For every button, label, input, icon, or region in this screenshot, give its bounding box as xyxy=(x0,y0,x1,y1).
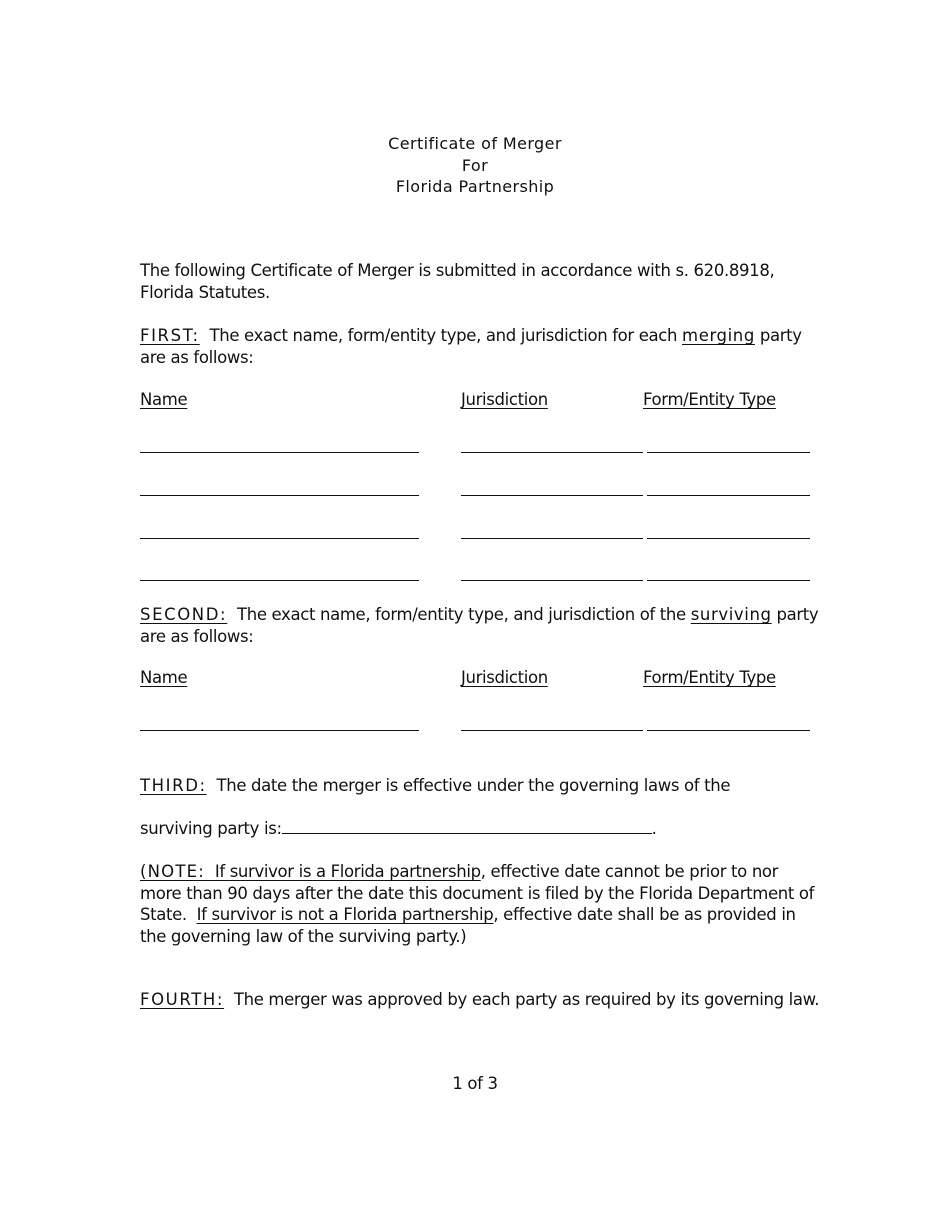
merging-name-line-4[interactable] xyxy=(140,580,419,581)
note-part-2: , effective date cannot be prior to nor more than 90 days after the date this document is filed by the Florida Department of State. xyxy=(140,862,820,924)
second-paragraph xyxy=(140,604,820,647)
third-date-end: . xyxy=(651,819,657,838)
merging-entity-type-line-3[interactable] xyxy=(647,538,810,539)
effective-date-field[interactable] xyxy=(282,819,652,834)
fourth-label: FOURTH: xyxy=(140,990,225,1009)
page-number: 1 of 3 xyxy=(452,1074,498,1093)
document-title xyxy=(0,133,950,198)
merging-name-line-2[interactable] xyxy=(140,495,419,496)
third-date-label: surviving party is: xyxy=(140,819,282,838)
third-paragraph xyxy=(140,775,820,797)
third-date-line xyxy=(140,818,820,840)
col-entity-type-header-2: Form/Entity Type xyxy=(643,668,776,687)
third-label: THIRD: xyxy=(140,776,207,795)
note-paragraph xyxy=(140,861,820,947)
note-part-3: If survivor is not a Florida partnership xyxy=(196,905,494,924)
first-emphasis: merging xyxy=(682,326,755,345)
intro-paragraph: The following Certificate of Merger is submitted in accordance with s. 620.8918, Florida Statutes. xyxy=(140,261,775,302)
second-text-after: party are as follows: xyxy=(140,605,819,646)
second-text-before: The exact name, form/entity type, and jurisdiction of the xyxy=(227,605,691,624)
surviving-jurisdiction-line[interactable] xyxy=(461,730,643,731)
note-label: (NOTE: xyxy=(140,862,206,881)
fourth-text: The merger was approved by each party as required by its governing law. xyxy=(224,990,820,1009)
second-emphasis: surviving xyxy=(690,605,772,624)
merging-jurisdiction-line-1[interactable] xyxy=(461,452,643,453)
note-part-1: If survivor is a Florida partnership xyxy=(205,862,481,881)
second-label: SECOND: xyxy=(140,605,228,624)
title-line-3: Florida Partnership xyxy=(395,177,555,196)
first-text-after: party are as follows: xyxy=(140,326,802,367)
merging-name-line-3[interactable] xyxy=(140,538,419,539)
merging-jurisdiction-line-3[interactable] xyxy=(461,538,643,539)
merging-entity-type-line-2[interactable] xyxy=(647,495,810,496)
merging-name-line-1[interactable] xyxy=(140,452,419,453)
merging-jurisdiction-line-4[interactable] xyxy=(461,580,643,581)
col-jurisdiction-header-2: Jurisdiction xyxy=(461,668,548,687)
merging-entity-type-line-4[interactable] xyxy=(647,580,810,581)
merging-entity-type-line-1[interactable] xyxy=(647,452,810,453)
col-entity-type-header: Form/Entity Type xyxy=(643,390,776,409)
third-text: The date the merger is effective under the governing laws of the xyxy=(206,776,731,795)
first-paragraph xyxy=(140,325,820,368)
col-jurisdiction-header: Jurisdiction xyxy=(461,390,548,409)
title-line-1: Certificate of Merger xyxy=(388,134,562,153)
first-text-before: The exact name, form/entity type, and jurisdiction for each xyxy=(199,326,683,345)
merging-jurisdiction-line-2[interactable] xyxy=(461,495,643,496)
note-part-4: , effective date shall be as provided in the governing law of the surviving party.) xyxy=(140,905,796,946)
surviving-entity-type-line[interactable] xyxy=(647,730,810,731)
first-label: FIRST: xyxy=(140,326,200,345)
title-line-2: For xyxy=(461,155,489,175)
surviving-name-line[interactable] xyxy=(140,730,419,731)
col-name-header: Name xyxy=(140,390,188,409)
fourth-paragraph xyxy=(140,989,820,1011)
col-name-header-2: Name xyxy=(140,668,188,687)
